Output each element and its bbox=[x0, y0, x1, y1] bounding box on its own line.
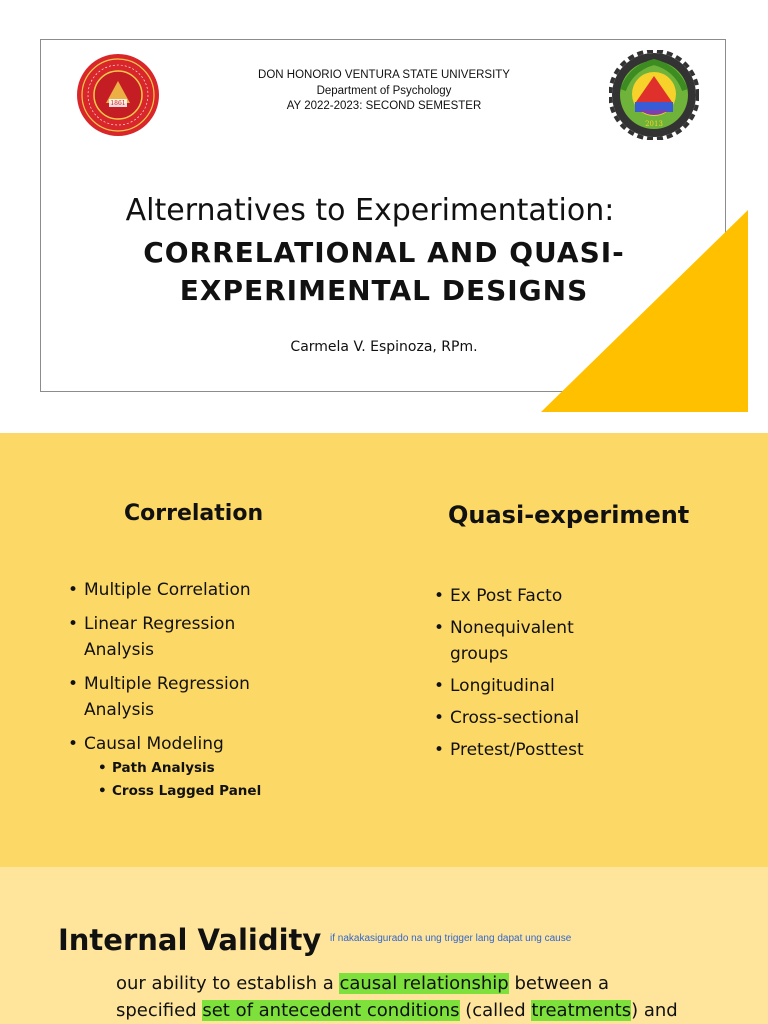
highlighted-phrase: set of antecedent bbox=[202, 1000, 367, 1021]
list-item: • Pretest/Posttest bbox=[434, 737, 654, 763]
university-header bbox=[170, 68, 598, 115]
correlation-heading: Correlation bbox=[124, 501, 264, 526]
title-slide bbox=[0, 0, 768, 433]
correlation-vs-quasi-slide bbox=[0, 433, 768, 867]
internal-validity-title: Internal Validity bbox=[58, 923, 322, 957]
correlation-list bbox=[68, 577, 288, 803]
quasi-experiment-list bbox=[434, 583, 654, 769]
university-seal-logo bbox=[76, 53, 160, 137]
highlighted-phrase: treatme bbox=[531, 1000, 604, 1021]
list-item: • Linear Regression Analysis bbox=[68, 611, 288, 663]
academic-term: AY 2022-2023: SECOND SEMESTER bbox=[286, 100, 482, 112]
list-item: • Nonequivalent groups bbox=[434, 615, 654, 667]
definition-line-1: our ability to establish a causal relationship between a bbox=[116, 973, 610, 994]
list-item: • Causal Modeling bbox=[68, 731, 288, 757]
handwritten-annotation: if nakakasigurado na ung trigger lang dapat ung cause bbox=[330, 933, 572, 944]
definition-text bbox=[116, 970, 756, 1024]
slide-title-line2: CORRELATIONAL AND QUASI- bbox=[143, 236, 625, 269]
highlighted-phrase: causal relationship bbox=[339, 973, 509, 994]
author-name: Carmela V. Espinoza, RPm. bbox=[290, 339, 478, 355]
university-name: DON HONORIO VENTURA STATE UNIVERSITY bbox=[258, 69, 510, 81]
svg-text:2013: 2013 bbox=[645, 120, 663, 128]
quasi-experiment-heading: Quasi-experiment bbox=[448, 501, 690, 529]
sub-list-item: • Cross Lagged Panel bbox=[68, 780, 288, 803]
department-name: Department of Psychology bbox=[316, 84, 452, 97]
list-item: • Multiple Correlation bbox=[68, 577, 288, 603]
list-item: • Cross-sectional bbox=[434, 705, 654, 731]
list-item: • Longitudinal bbox=[434, 673, 654, 699]
slide-title-line1: Alternatives to Experimentation: bbox=[125, 193, 615, 228]
list-item: • Ex Post Facto bbox=[434, 583, 654, 609]
internal-validity-slide bbox=[0, 867, 768, 1024]
list-item: • Multiple Regression Analysis bbox=[68, 671, 288, 723]
svg-text:1861: 1861 bbox=[110, 100, 126, 107]
department-gear-logo bbox=[609, 50, 699, 140]
slide-title-line3: EXPERIMENTAL DESIGNS bbox=[179, 274, 589, 307]
definition-line-2: specified set of antecedent conditions (called treatments) and bbox=[116, 1000, 678, 1021]
sub-list-item: • Path Analysis bbox=[68, 757, 288, 780]
